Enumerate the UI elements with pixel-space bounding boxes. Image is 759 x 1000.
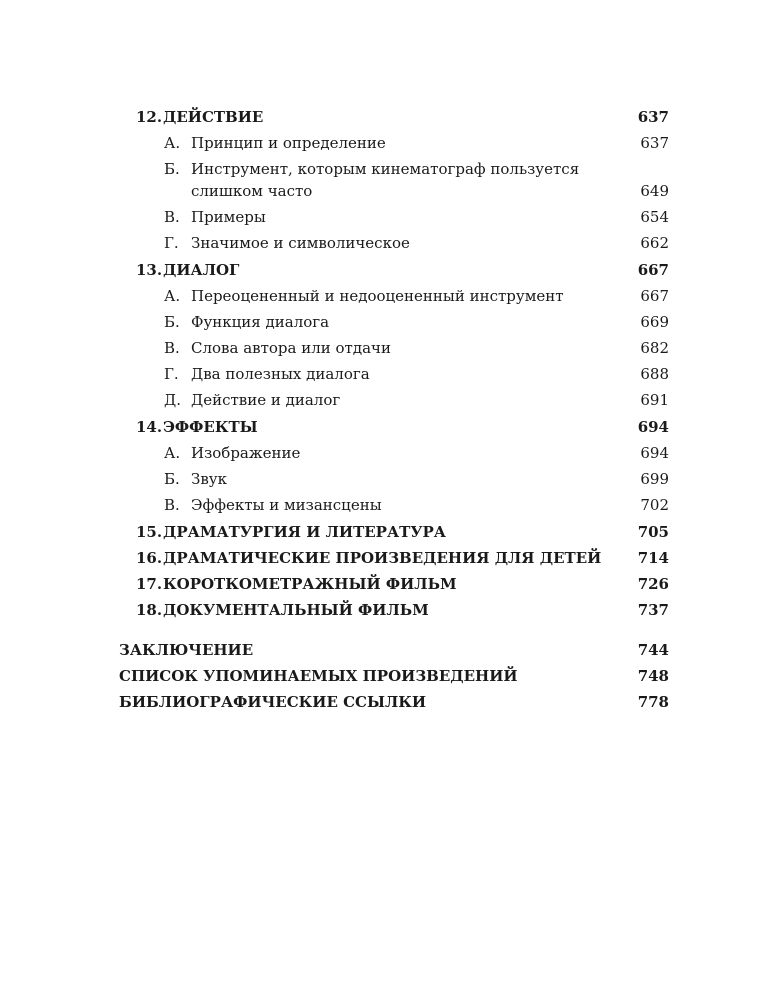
toc-chapter-14[interactable] [136, 416, 669, 438]
subsection-letter: Д. [164, 391, 181, 409]
chapter-title: ДИАЛОГ [163, 261, 240, 279]
section-title: БИБЛИОГРАФИЧЕСКИЕ ССЫЛКИ [119, 693, 427, 711]
page-number: 748 [637, 667, 669, 685]
subsection-title-continued: слишком часто [191, 182, 313, 200]
page-number: 667 [637, 261, 669, 279]
subsection-letter: Г. [164, 365, 179, 383]
chapter-title: ЭФФЕКТЫ [163, 418, 258, 436]
toc-chapter-16[interactable] [136, 547, 669, 569]
toc-subsection[interactable] [164, 311, 669, 333]
subsection-letter: Б. [164, 160, 180, 178]
subsection-title: Слова автора или отдачи [191, 339, 391, 357]
chapter-title: ДЕЙСТВИЕ [163, 108, 264, 126]
subsection-letter: А. [164, 287, 181, 305]
subsection-letter: Б. [164, 470, 180, 488]
chapter-title: ДРАМАТУРГИЯ И ЛИТЕРАТУРА [163, 523, 447, 541]
section-title: СПИСОК УПОМИНАЕМЫХ ПРОИЗВЕДЕНИЙ [119, 667, 518, 685]
page-number: 694 [640, 444, 669, 462]
subsection-title: Значимое и символическое [191, 234, 410, 252]
chapter-number: 15. [136, 523, 163, 541]
section-title: ЗАКЛЮЧЕНИЕ [119, 641, 254, 659]
chapter-number: 16. [136, 549, 163, 567]
subsection-title: Изображение [191, 444, 301, 462]
toc-works-list[interactable] [119, 665, 669, 687]
page-number: 662 [640, 234, 669, 252]
subsection-letter: В. [164, 496, 180, 514]
subsection-letter: В. [164, 208, 180, 226]
subsection-title: Звук [191, 470, 227, 488]
toc-subsection[interactable] [164, 206, 669, 228]
toc-chapter-15[interactable] [136, 521, 669, 543]
subsection-title: Инструмент, которым кинематограф пользуется [191, 160, 580, 178]
page-number: 699 [640, 470, 669, 488]
toc-subsection[interactable] [164, 132, 669, 154]
subsection-letter: Б. [164, 313, 180, 331]
toc-chapter-12[interactable] [136, 106, 669, 128]
toc-subsection[interactable] [164, 389, 669, 411]
page-number: 726 [637, 575, 669, 593]
toc-subsection[interactable] [164, 158, 669, 206]
chapter-number: 12. [136, 108, 163, 126]
toc-subsection[interactable] [164, 232, 669, 254]
page-number: 669 [640, 313, 669, 331]
toc-subsection[interactable] [164, 337, 669, 359]
chapter-number: 14. [136, 418, 163, 436]
toc-subsection[interactable] [164, 468, 669, 490]
toc-chapter-17[interactable] [136, 573, 669, 595]
subsection-letter: А. [164, 444, 181, 462]
chapter-number: 17. [136, 575, 163, 593]
page-number: 667 [640, 287, 669, 305]
subsection-title: Действие и диалог [191, 391, 341, 409]
chapter-title: КОРОТКОМЕТРАЖНЫЙ ФИЛЬМ [163, 575, 457, 593]
chapter-number: 13. [136, 261, 163, 279]
page-number: 744 [637, 641, 669, 659]
subsection-letter: В. [164, 339, 180, 357]
page-number: 691 [640, 391, 669, 409]
toc-subsection[interactable] [164, 363, 669, 385]
subsection-title: Функция диалога [191, 313, 330, 331]
page-number: 654 [640, 208, 669, 226]
page-number: 682 [640, 339, 669, 357]
toc-chapter-13[interactable] [136, 259, 669, 281]
page-number: 702 [640, 496, 669, 514]
page-number: 737 [637, 601, 669, 619]
subsection-title: Примеры [191, 208, 266, 226]
page-number: 637 [640, 134, 669, 152]
toc-subsection[interactable] [164, 285, 669, 307]
page-number: 694 [637, 418, 669, 436]
chapter-number: 18. [136, 601, 163, 619]
toc-bibliography[interactable] [119, 691, 669, 713]
subsection-letter: Г. [164, 234, 179, 252]
chapter-title: ДОКУМЕНТАЛЬНЫЙ ФИЛЬМ [163, 601, 429, 619]
subsection-title: Принцип и определение [191, 134, 386, 152]
chapter-title: ДРАМАТИЧЕСКИЕ ПРОИЗВЕДЕНИЯ ДЛЯ ДЕТЕЙ [163, 549, 602, 567]
subsection-letter: А. [164, 134, 181, 152]
toc-subsection[interactable] [164, 442, 669, 464]
page-number: 649 [640, 182, 669, 200]
page-number: 688 [640, 365, 669, 383]
toc-conclusion[interactable] [119, 639, 669, 661]
page-number: 778 [637, 693, 669, 711]
page-number: 714 [637, 549, 669, 567]
page-number: 705 [637, 523, 669, 541]
toc-subsection[interactable] [164, 494, 669, 516]
subsection-title: Два полезных диалога [191, 365, 370, 383]
page-number: 637 [637, 108, 669, 126]
subsection-title: Переоцененный и недооцененный инструмент [191, 287, 564, 305]
toc-chapter-18[interactable] [136, 599, 669, 621]
subsection-title: Эффекты и мизансцены [191, 496, 382, 514]
